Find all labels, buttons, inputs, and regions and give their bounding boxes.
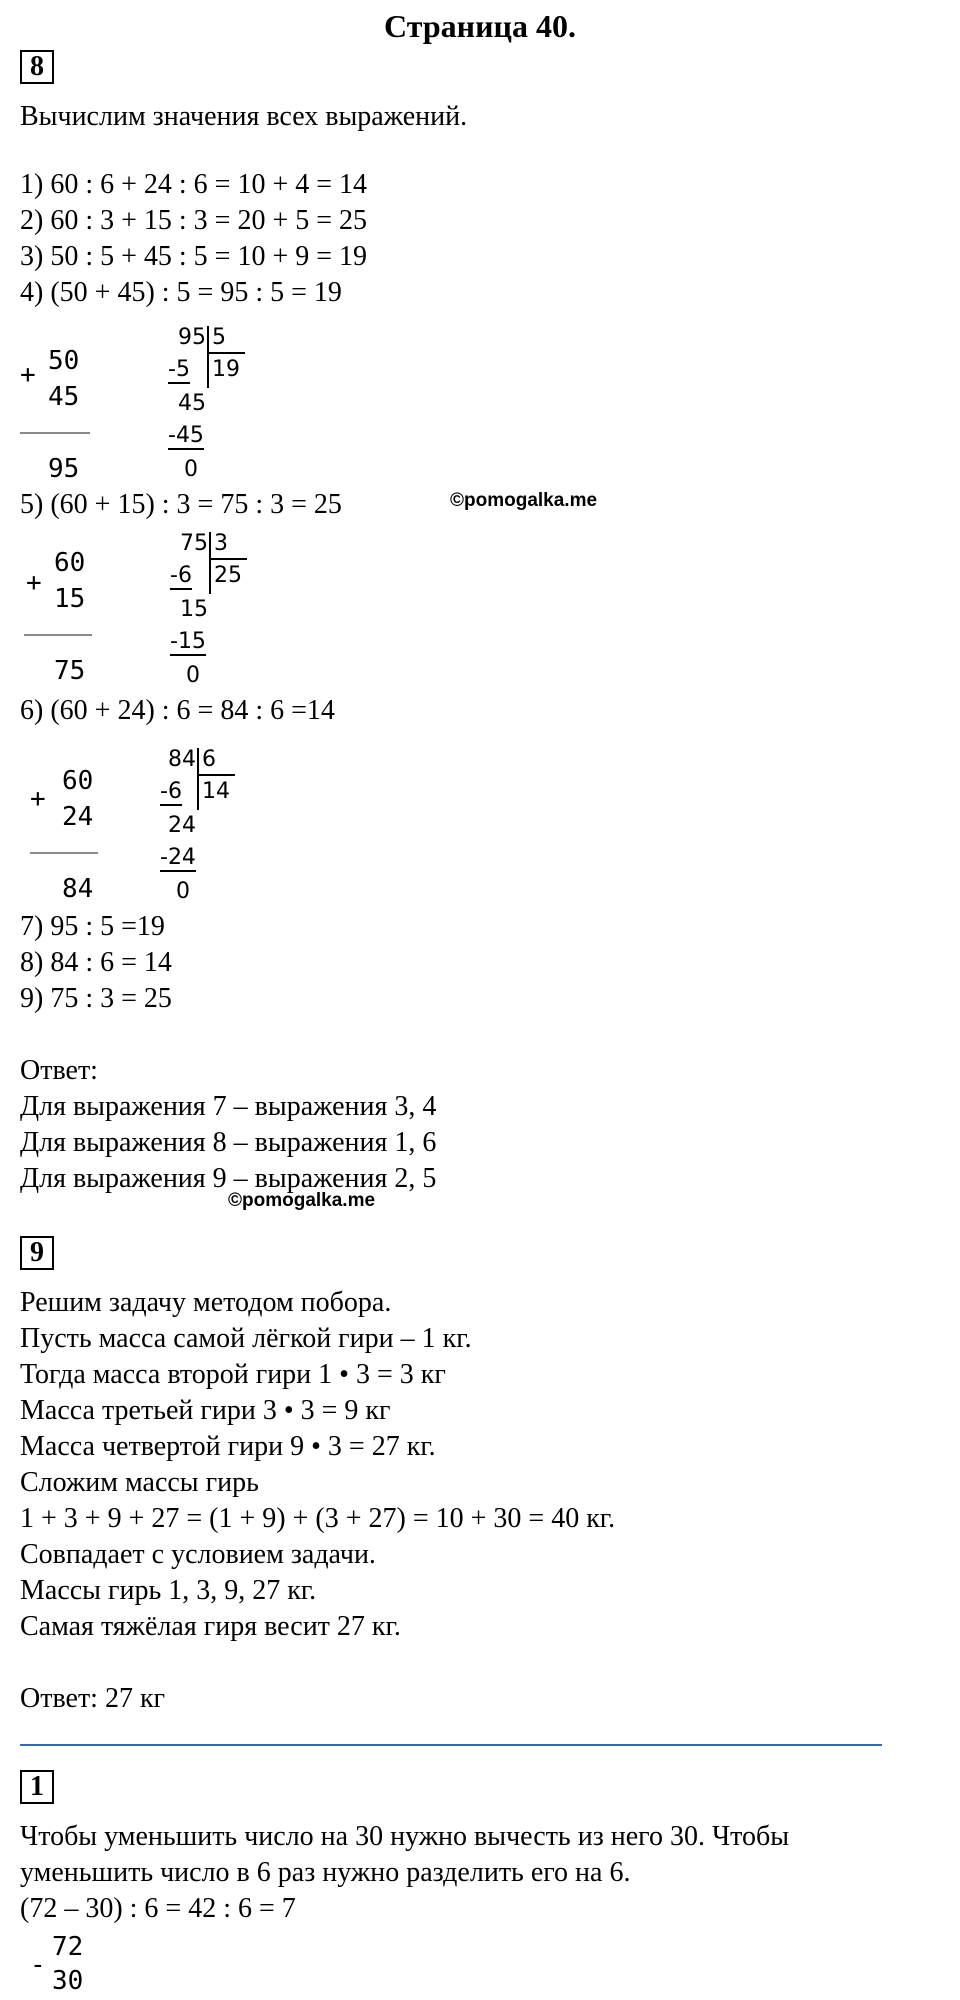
addend-b: 45	[48, 382, 80, 412]
task-8-intro: Вычислим значения всех выражений.	[20, 101, 468, 132]
solution-line: Масса третьей гири 3 • 3 = 9 кг	[20, 1395, 391, 1426]
dividend: 84	[168, 747, 196, 772]
remainder: 0	[176, 879, 190, 904]
task-1-number: 1	[20, 1770, 54, 1804]
expression-line: 7) 95 : 5 =19	[20, 911, 165, 942]
solution-line: Пусть масса самой лёгкой гири – 1 кг.	[20, 1323, 472, 1354]
page-title: Страница 40.	[384, 8, 576, 44]
dividend: 75	[180, 531, 208, 556]
solution-line: (72 – 30) : 6 = 42 : 6 = 7	[20, 1893, 296, 1924]
division-bar	[207, 326, 209, 388]
plus-sign: +	[26, 568, 42, 598]
subtrahend: -24	[160, 845, 196, 870]
watermark: ©pomogalka.me	[450, 490, 598, 511]
answer-line: Для выражения 9 – выражения 2, 5	[20, 1163, 437, 1194]
remainder: 45	[178, 391, 206, 416]
division-bar	[197, 748, 199, 810]
subtrahend: -5	[168, 357, 190, 382]
plus-sign: +	[30, 784, 46, 814]
divisor: 5	[212, 325, 226, 350]
solution-line: Чтобы уменьшить число на 30 нужно вычесть из него 30. Чтобы	[20, 1821, 790, 1852]
division-bar	[209, 532, 211, 594]
expression-line: 9) 75 : 3 = 25	[20, 983, 172, 1014]
answer-label: Ответ:	[20, 1055, 98, 1086]
expression-line: 1) 60 : 6 + 24 : 6 = 10 + 4 = 14	[20, 169, 368, 200]
divisor: 6	[202, 747, 216, 772]
expression-line: 3) 50 : 5 + 45 : 5 = 10 + 9 = 19	[20, 241, 368, 272]
quotient: 19	[212, 357, 240, 382]
plus-sign: +	[20, 360, 36, 390]
solution-line: Решим задачу методом побора.	[20, 1287, 392, 1318]
subtrahend: -45	[168, 423, 204, 448]
addend-a: 50	[48, 346, 80, 376]
answer-line: Ответ: 27 кг	[20, 1683, 166, 1714]
remainder: 15	[180, 597, 208, 622]
divisor-line	[197, 774, 235, 776]
minuend: 72	[52, 1932, 84, 1962]
expression-line: 2) 60 : 3 + 15 : 3 = 20 + 5 = 25	[20, 205, 368, 236]
answer-line: Для выражения 8 – выражения 1, 6	[20, 1127, 437, 1158]
solution-line: 1 + 3 + 9 + 27 = (1 + 9) + (3 + 27) = 10 + 30 = 40 кг.	[20, 1503, 616, 1534]
sum-line	[20, 432, 90, 434]
subtrahend: -6	[170, 563, 192, 588]
answer-line: Для выражения 7 – выражения 3, 4	[20, 1091, 437, 1122]
dividend: 95	[178, 325, 206, 350]
sum-result: 95	[48, 454, 80, 484]
solution-line: Тогда масса второй гири 1 • 3 = 3 кг	[20, 1359, 446, 1390]
subtrahend: -6	[160, 779, 182, 804]
solution-line: Сложим массы гирь	[20, 1467, 259, 1498]
minus-sign: -	[30, 1950, 46, 1980]
quotient: 25	[214, 563, 242, 588]
task-8-number: 8	[20, 50, 54, 84]
sum-line	[24, 634, 92, 636]
addend-b: 15	[54, 584, 86, 614]
subtrahend: 30	[52, 1966, 84, 1996]
solution-line: Масса четвертой гири 9 • 3 = 27 кг.	[20, 1431, 436, 1462]
remainder: 24	[168, 813, 196, 838]
expression-line: 5) (60 + 15) : 3 = 75 : 3 = 25	[20, 489, 342, 520]
sum-line	[30, 852, 98, 854]
sum-result: 84	[62, 874, 94, 904]
watermark: ©pomogalka.me	[228, 1190, 376, 1211]
solution-line: уменьшить число в 6 раз нужно разделить его на 6.	[20, 1857, 631, 1888]
solution-line: Самая тяжёлая гиря весит 27 кг.	[20, 1611, 401, 1642]
divisor-line	[207, 352, 245, 354]
task-9-number: 9	[20, 1236, 54, 1270]
sum-result: 75	[54, 656, 86, 686]
subtrahend: -15	[170, 629, 206, 654]
remainder: 0	[186, 663, 200, 688]
expression-line: 4) (50 + 45) : 5 = 95 : 5 = 19	[20, 277, 342, 308]
section-divider	[20, 1744, 882, 1746]
expression-line: 8) 84 : 6 = 14	[20, 947, 172, 978]
expression-line: 6) (60 + 24) : 6 = 84 : 6 =14	[20, 695, 335, 726]
quotient: 14	[202, 779, 230, 804]
divisor: 3	[214, 531, 228, 556]
solution-line: Массы гирь 1, 3, 9, 27 кг.	[20, 1575, 317, 1606]
addend-b: 24	[62, 802, 94, 832]
divisor-line	[209, 558, 247, 560]
addend-a: 60	[62, 766, 94, 796]
addend-a: 60	[54, 548, 86, 578]
solution-line: Совпадает с условием задачи.	[20, 1539, 376, 1570]
remainder: 0	[184, 457, 198, 482]
